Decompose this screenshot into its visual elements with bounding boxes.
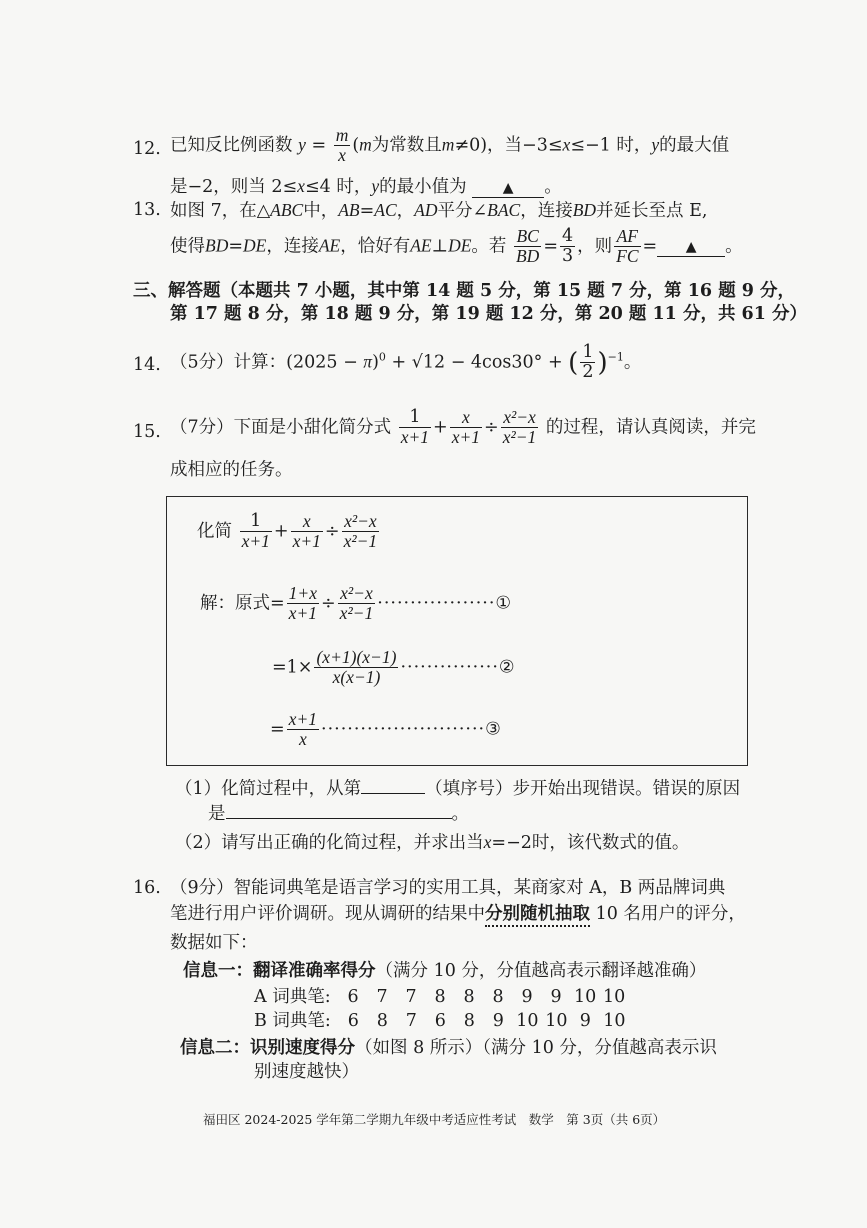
box-step1 [200, 584, 511, 624]
frac-num: x [450, 408, 482, 428]
box-step2 [272, 648, 515, 688]
score: 9 [492, 1011, 504, 1031]
score: 8 [376, 1011, 388, 1031]
score: 9 [521, 987, 533, 1007]
step-label: =1× [272, 657, 313, 678]
frac-den: 3 [561, 246, 574, 267]
step-label: = [270, 719, 285, 740]
var-bac: BAC [487, 200, 521, 220]
var-pi: π [363, 351, 373, 372]
plus-sign: + [433, 417, 448, 438]
frac-num: AF [614, 227, 640, 247]
var-x: x [297, 176, 305, 196]
step-label: 解：原式= [200, 593, 285, 614]
frac-num: 1 [582, 342, 594, 362]
q13-text: ，连接 [266, 236, 319, 257]
task-text: 。 [451, 804, 469, 824]
fraction-term2 [291, 512, 323, 552]
q12-text: 。 [544, 177, 562, 197]
var-abc: ABC [270, 200, 304, 220]
frac-num: (x+1)(x−1) [316, 647, 397, 667]
q13-text: 。 [725, 236, 743, 257]
q13-text: ，则 [577, 236, 613, 257]
task2-line [175, 834, 689, 853]
fraction-m-over-x [334, 126, 351, 166]
frac-den: x²−1 [339, 603, 374, 624]
var-m: m [441, 134, 455, 155]
q15-number: 15. [133, 422, 161, 442]
fraction-term1 [399, 408, 431, 448]
q16-text: 10 名用户的评分， [590, 904, 746, 924]
reason-blank[interactable] [226, 818, 452, 819]
leader-dots: ························· [321, 719, 486, 740]
fraction-af-fc [614, 227, 640, 267]
info-label: 信息一： [183, 961, 253, 981]
var-y: y [651, 134, 660, 155]
frac-den: x²−1 [343, 531, 378, 552]
var-bd: BD [572, 200, 597, 220]
q12-text: 为常数且 [371, 135, 442, 156]
q13-text: 平分∠ [437, 201, 488, 221]
leader-dots: ··············· [400, 657, 499, 678]
task-text: （填序号）步开始出现错误。错误的原因 [425, 779, 741, 799]
frac-den: BD [515, 246, 540, 267]
q16-number: 16. [133, 878, 161, 898]
q12-line1 [170, 126, 729, 166]
divide-sign: ÷ [484, 417, 499, 438]
step-blank[interactable] [361, 793, 425, 794]
row-label: A 词典笔: [254, 987, 331, 1007]
answer-blank[interactable] [472, 179, 544, 198]
q14-text: 。 [623, 352, 642, 373]
q13-text: 。若 [471, 236, 507, 257]
fraction-bc-bd [514, 227, 541, 267]
equals-sign: = [359, 201, 375, 221]
q14-expr: (2025 − [286, 352, 364, 373]
frac-den: x+1 [241, 531, 270, 552]
equals-sign: = [543, 236, 558, 257]
task1-line1 [175, 781, 740, 799]
step-marker: ② [498, 657, 515, 678]
q13-text: 并延长至点 E, [596, 201, 708, 221]
score: 9 [550, 987, 562, 1007]
fraction-term2 [450, 408, 482, 448]
row-b-scores [254, 1013, 629, 1031]
q15-text: 的过程，请认真阅读，并完 [545, 417, 756, 438]
frac-den: x+1 [288, 603, 317, 624]
frac-num: x²−x [501, 408, 539, 428]
score: 6 [347, 1011, 359, 1031]
info2-line2: 别速度越快） [254, 1062, 359, 1082]
leader-dots: ·················· [377, 593, 496, 614]
score: 9 [579, 1011, 591, 1031]
plus-sign: + [273, 521, 289, 542]
q12-text: ( [352, 135, 360, 156]
fraction-step3 [287, 710, 319, 750]
q14-number: 14. [133, 355, 161, 375]
score: 10 [573, 987, 597, 1007]
page-footer: 福田区 2024-2025 学年第二学期九年级中考适应性考试 数学 第 3页（共 6页） [203, 1112, 666, 1127]
task-text: （2）请写出正确的化简过程，并求出当 [175, 833, 484, 853]
frac-den: 2 [582, 362, 594, 383]
fraction-step2 [314, 648, 398, 688]
var-ad: AD [414, 200, 438, 220]
q13-text: 中， [303, 201, 339, 221]
frac-num: 1+x [288, 583, 317, 603]
q16-line3: 数据如下： [170, 933, 258, 953]
section-heading-line2: 第 17 题 8 分，第 18 题 9 分，第 19 题 12 分，第 20 题 11 分，共 61 分） [170, 304, 807, 324]
triangle-icon: ▲ [685, 239, 697, 256]
fraction-term3 [342, 512, 380, 552]
equals-sign: = [311, 135, 327, 156]
q13-text: ，连接 [520, 201, 573, 221]
frac-num: x²−x [338, 584, 376, 604]
fraction-term3 [501, 408, 539, 448]
q15-text: （7分）下面是小甜化简分式 [170, 417, 392, 438]
info-text: （如图 8 所示）（满分 10 分，分值越高表示识 [355, 1038, 717, 1058]
q12-text: 已知反比例函数 [170, 135, 293, 156]
q15-line2: 成相应的任务。 [170, 460, 293, 480]
score: 6 [347, 987, 359, 1007]
info-label: 信息二： [180, 1038, 250, 1058]
var-y: y [298, 134, 306, 155]
q13-line1 [170, 202, 707, 221]
info-text: （满分 10 分，分值越高表示翻译越准确） [375, 961, 707, 981]
frac-num: x+1 [288, 709, 317, 729]
frac-num: 1 [240, 512, 272, 532]
frac-num: 4 [561, 226, 574, 246]
score: 10 [516, 1011, 539, 1031]
q13-number: 13. [133, 200, 161, 220]
divide-sign: ÷ [321, 593, 336, 614]
frac-den: x [298, 729, 307, 750]
var-x: x [483, 832, 492, 852]
exponent: −1 [607, 350, 624, 364]
q16-line2 [170, 906, 746, 924]
q12-text: ≤−1 时， [570, 135, 652, 156]
var-ae: AE [318, 235, 341, 256]
var-ac: AC [374, 200, 397, 220]
score: 8 [434, 987, 446, 1007]
row-label: B 词典笔: [254, 1011, 331, 1031]
info-title: 翻译准确率得分 [253, 961, 376, 981]
frac-num: x²−x [342, 512, 380, 532]
q16-text: 笔进行用户评价调研。现从调研的结果中 [170, 904, 485, 924]
q13-line2 [170, 227, 743, 267]
section-heading: 三、解答题（本题共 7 小题，其中第 14 题 5 分，第 15 题 7 分，第 16 题 9 分， [133, 281, 796, 301]
fraction-term3 [338, 584, 376, 624]
emphasis-text: 分别随机抽取 [485, 904, 590, 927]
fraction-step1 [287, 584, 319, 624]
q14-expr: − 4cos30° + [445, 352, 569, 373]
info1-heading [183, 963, 706, 981]
q14-text: （5分）计算： [170, 352, 287, 373]
equals-sign: = [642, 236, 658, 257]
var-ae: AE [410, 235, 432, 256]
box-step3 [270, 710, 501, 750]
score: 10 [545, 1011, 568, 1031]
q13-text: 使得 [170, 236, 205, 257]
step-marker: ① [495, 593, 512, 614]
fraction-1-2 [580, 343, 595, 383]
box-problem [197, 512, 381, 552]
score: 10 [602, 987, 626, 1007]
equals-sign: = [228, 236, 243, 257]
var-de: DE [243, 235, 267, 256]
score: 8 [492, 987, 504, 1007]
frac-num: m [335, 125, 349, 145]
row-a-scores [254, 989, 629, 1007]
frac-num: x [291, 512, 323, 532]
sqrt-term: √12 [411, 352, 446, 373]
q13-text: ，恰好有 [340, 236, 411, 257]
score: 6 [434, 1011, 446, 1031]
frac-num: BC [514, 227, 541, 247]
score: 7 [405, 1011, 417, 1031]
box-label: 化简 [197, 521, 232, 542]
task-text: （1）化简过程中，从第 [175, 779, 362, 799]
triangle-icon: ▲ [502, 180, 514, 196]
q12-line2 [170, 178, 562, 198]
var-ab: AB [338, 200, 360, 220]
var-m: m [359, 134, 372, 155]
q12-number: 12. [133, 139, 161, 159]
q12-text: 的最小值为 [379, 177, 467, 197]
fraction-4-3 [560, 227, 575, 267]
paren-left: ( [568, 347, 579, 378]
answer-blank[interactable] [657, 238, 725, 257]
q12-text: ≤4 时， [304, 177, 372, 197]
var-bd: BD [205, 235, 229, 256]
info2-heading [180, 1040, 717, 1058]
frac-num: 1 [399, 408, 431, 428]
frac-den: x²−1 [502, 427, 537, 448]
score: 7 [376, 987, 388, 1007]
score: 7 [405, 987, 417, 1007]
var-x: x [562, 134, 571, 155]
frac-den: x+1 [451, 427, 481, 448]
info-title: 识别速度得分 [250, 1038, 355, 1058]
exponent: 0 [378, 350, 386, 364]
frac-den: x+1 [400, 427, 430, 448]
var-de: DE [448, 235, 472, 256]
q16-line1: （9分）智能词典笔是语言学习的实用工具，某商家对 A，B 两品牌词典 [170, 878, 726, 898]
q12-text: 的最大值 [659, 135, 730, 156]
perp-sign: ⊥ [431, 236, 449, 257]
frac-den: x [338, 145, 346, 166]
divide-sign: ÷ [324, 521, 340, 542]
q14-expr: + [385, 352, 412, 373]
score: 8 [463, 987, 475, 1007]
var-y: y [371, 176, 380, 196]
q12-text: 是−2，则当 2≤ [170, 177, 298, 197]
step-marker: ③ [485, 719, 501, 740]
q14-expr: ) [372, 352, 379, 373]
task-text: =−2时，该代数式的值。 [491, 833, 690, 853]
q12-text: ≠0)，当−3≤ [454, 135, 563, 156]
score: 8 [463, 1011, 475, 1031]
task-text: 是 [208, 804, 226, 824]
fraction-term1 [240, 512, 272, 552]
q13-text: 如图 7，在△ [170, 201, 271, 221]
frac-den: x+1 [292, 531, 321, 552]
task1-line2 [208, 806, 469, 824]
frac-den: x(x−1) [332, 667, 381, 688]
q15-line1 [170, 408, 756, 448]
q14-line [170, 343, 641, 383]
paren-right: ) [597, 347, 608, 378]
frac-den: FC [616, 246, 639, 267]
score: 10 [603, 1011, 626, 1031]
q13-text: ， [396, 201, 415, 221]
